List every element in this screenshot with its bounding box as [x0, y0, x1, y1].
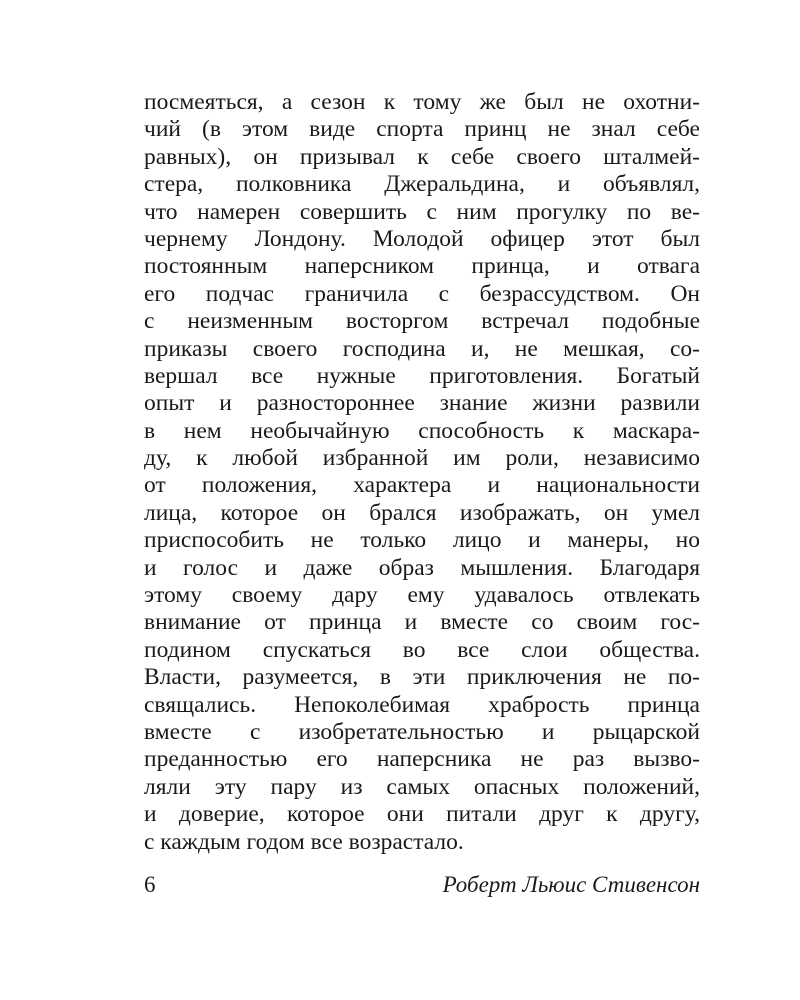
text-line: и голос и даже образ мышления. Благодаря — [144, 554, 700, 581]
text-line: чернему Лондону. Молодой офицер этот был — [144, 225, 700, 252]
page-number: 6 — [144, 872, 156, 897]
text-line: в нем необычайную способность к маскара- — [144, 417, 700, 444]
text-line: что намерен совершить с ним прогулку по ве- — [144, 198, 700, 225]
body-text — [144, 89, 700, 856]
text-line: от положения, характера и национальности — [144, 472, 700, 499]
text-line: ляли эту пару из самых опасных положений, — [144, 773, 700, 800]
text-line: ду, к любой избранной им роли, независимо — [144, 445, 700, 472]
text-line: с каждым годом все возрастало. — [144, 828, 464, 855]
text-line: посмеяться, а сезон к тому же был не охотни- — [144, 89, 700, 115]
text-line: внимание от принца и вместе со своим гос- — [144, 609, 700, 636]
text-line: лица, которое он брался изображать, он умел — [144, 499, 700, 526]
text-line: опыт и разностороннее знание жизни развили — [144, 390, 700, 417]
text-line: равных), он призывал к себе своего шталмей- — [144, 143, 700, 170]
text-line: преданностью его наперсника не раз вызво- — [144, 746, 700, 773]
text-line: приказы своего господина и, не мешкая, со- — [144, 335, 700, 362]
text-line: постоянным наперсником принца, и отвага — [144, 253, 700, 280]
text-line: подином спускаться во все слои общества. — [144, 636, 700, 663]
text-line: его подчас граничила с безрассудством. Он — [144, 280, 700, 307]
page-footer — [144, 869, 700, 901]
text-line: и доверие, которое они питали друг к другу, — [144, 801, 700, 828]
text-line: свящались. Непоколебимая храбрость принца — [144, 691, 700, 718]
text-line: стера, полковника Джеральдина, и объявлял, — [144, 171, 700, 198]
text-line: чий (в этом виде спорта принц не знал себе — [144, 116, 700, 143]
text-line: приспособить не только лицо и манеры, но — [144, 527, 700, 554]
text-line: этому своему дару ему удавалось отвлекать — [144, 582, 700, 609]
running-title: Роберт Льюис Стивенсон — [442, 872, 700, 897]
text-line: вершал все нужные приготовления. Богатый — [144, 362, 700, 389]
text-line: Власти, разумеется, в эти приключения не по- — [144, 664, 700, 691]
text-line: с неизменным восторгом встречал подобные — [144, 308, 700, 335]
text-line: вместе с изобретательностью и рыцарской — [144, 718, 700, 745]
